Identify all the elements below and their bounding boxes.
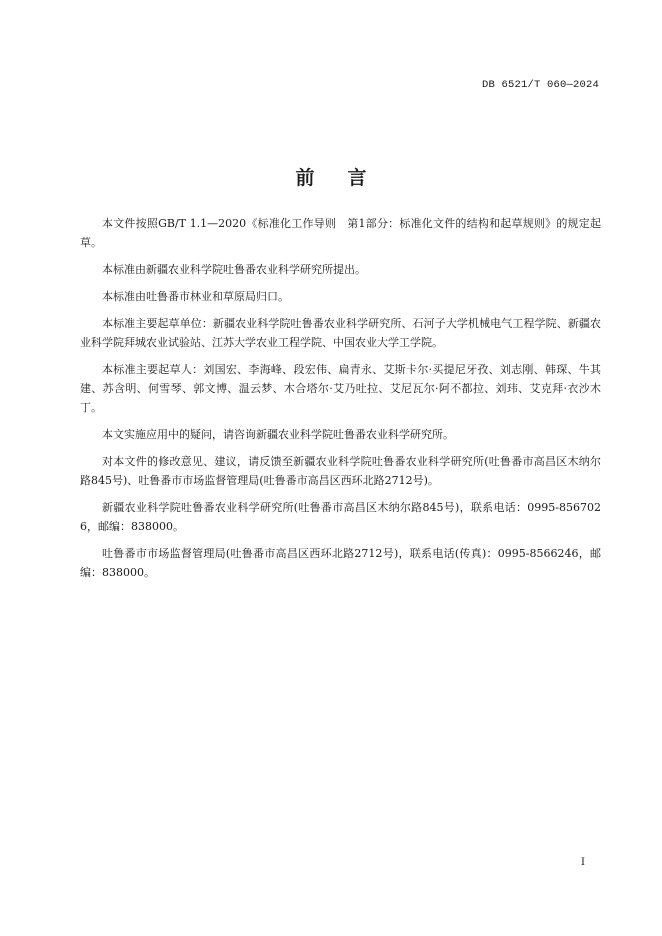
paragraph-drafting-basis: 本文件按照GB/T 1.1—2020《标准化工作导则 第1部分：标准化文件的结构和起草规则》的规定起草。 — [80, 217, 601, 249]
page-number: I — [581, 857, 585, 868]
paragraph-drafting-units: 本标准主要起草单位：新疆农业科学院吐鲁番农业科学研究所、石河子大学机械电气工程学院、新疆农业科学院拜城农业试验站、江苏大学农业工程学院、中国农业大学工学院。 — [80, 317, 601, 349]
paragraph-administrator: 本标准由吐鲁番市林业和草原局归口。 — [102, 290, 289, 303]
paragraph-feedback: 对本文件的修改意见、建议，请反馈至新疆农业科学院吐鲁番农业科学研究所(吐鲁番市高昌区木纳尔路845号)、吐鲁番市市场监督管理局(吐鲁番市高昌区西环北路2712号)。 — [80, 455, 601, 487]
page-title-char-2: 言 — [347, 167, 367, 189]
paragraph-bureau-contact: 吐鲁番市市场监督管理局(吐鲁番市高昌区西环北路2712号)，联系电话(传真)：0995-8566246，邮编：838000。 — [80, 547, 601, 579]
paragraph-drafters: 本标准主要起草人：刘国宏、李海峰、段宏伟、扁青永、艾斯卡尔·买提尼牙孜、刘志刚、韩琛、牛其建、苏含明、何雪琴、郭文博、温云梦、木合塔尔·艾乃吐拉、艾尼瓦尔·阿不都拉、刘玮、艾克拜·衣沙木丁。 — [80, 363, 601, 414]
page-title-char-1: 前 — [295, 167, 315, 189]
paragraph-institute-contact: 新疆农业科学院吐鲁番农业科学研究所(吐鲁番市高昌区木纳尔路845号)，联系电话：0995-8567026，邮编：838000。 — [80, 501, 601, 533]
paragraph-inquiries: 本文实施应用中的疑问，请咨询新疆农业科学院吐鲁番农业科学研究所。 — [102, 428, 454, 441]
page-title — [0, 163, 662, 190]
foreword-body — [80, 214, 601, 590]
document-id: DB 6521/T 060—2024 — [481, 79, 599, 91]
paragraph-proposer: 本标准由新疆农业科学院吐鲁番农业科学研究所提出。 — [102, 263, 366, 276]
